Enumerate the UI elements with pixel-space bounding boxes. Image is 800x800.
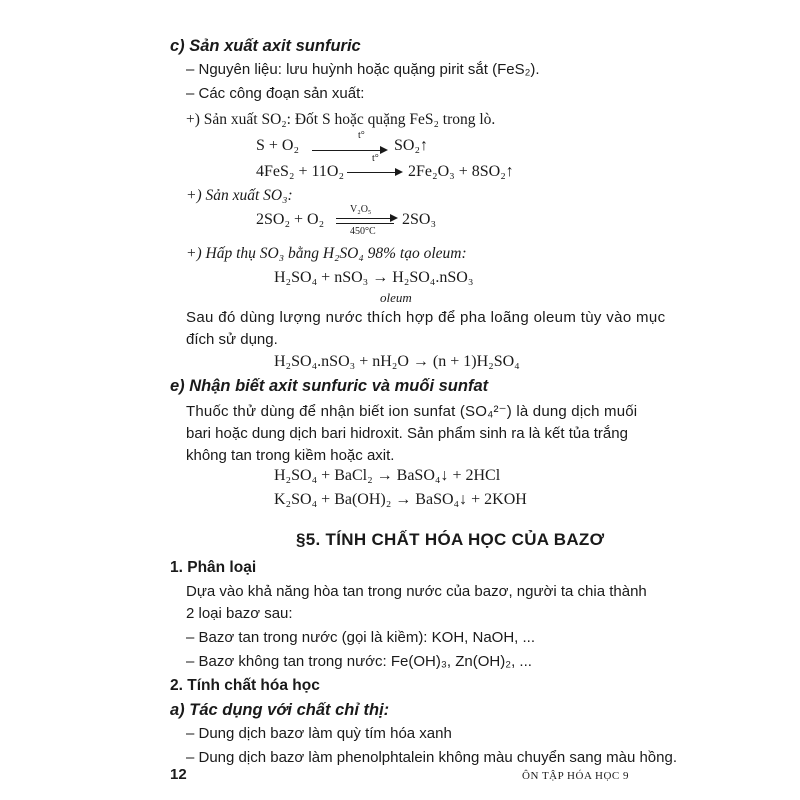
section-c-title: c) Sản xuất axit sunfuric — [170, 37, 361, 55]
subsection-2a-item-2: – Dung dịch bazơ làm phenolphtalein không màu chuyển sang màu hồng. — [186, 749, 678, 766]
raw-material-line: – Nguyên liệu: lưu huỳnh hoặc quặng pirit sắt (FeS₂). — [186, 61, 540, 78]
eq3-condition-bottom: 450°C — [350, 226, 376, 237]
subsection-2-title: 2. Tính chất hóa học — [170, 677, 320, 694]
eq2-arrow — [347, 168, 403, 178]
page-number: 12 — [170, 766, 187, 783]
so2-step-line: +) Sản xuất SO₂: Đốt S hoặc quặng FeS₂ trong lò. — [186, 111, 496, 128]
section-e-eq2: K₂SO₄ + Ba(OH)₂ → BaSO₄↓ + 2KOH — [274, 491, 527, 508]
subsection-1-line-2: 2 loại bazơ sau: — [186, 605, 293, 622]
subsection-2a-item-1: – Dung dịch bazơ làm quỳ tím hóa xanh — [186, 725, 452, 742]
section-e-line-3: không tan trong kiềm hoặc axit. — [186, 447, 395, 464]
eq2-left: 4FeS₂ + 11O₂ — [256, 163, 345, 180]
eq2-condition: t° — [372, 153, 379, 164]
eq3-right: 2SO₃ — [402, 211, 437, 228]
eq5: H₂SO₄.nSO₃ + nH₂O → (n + 1)H₂SO₄ — [274, 353, 520, 370]
dilute-line-2: đích sử dụng. — [186, 331, 278, 348]
eq1-condition: t° — [358, 130, 365, 141]
eq4-oleum-label: oleum — [380, 290, 412, 305]
eq3-condition-top: V₂O₅ — [350, 204, 372, 215]
subsection-1-item-2: – Bazơ không tan trong nước: Fe(OH)₃, Zn(OH)₂, ... — [186, 653, 532, 670]
eq2-right: 2Fe₂O₃ + 8SO₂↑ — [408, 163, 514, 180]
subsection-2a-title: a) Tác dụng với chất chỉ thị: — [170, 701, 390, 719]
stages-intro-line: – Các công đoạn sản xuất: — [186, 85, 365, 102]
oleum-step-line: +) Hấp thụ SO₃ bằng H₂SO₄ 98% tạo oleum: — [186, 245, 467, 262]
eq4: H₂SO₄ + nSO₃ → H₂SO₄.nSO₃ — [274, 269, 474, 286]
dilute-line-1: Sau đó dùng lượng nước thích hợp để pha loãng oleum tùy vào mục — [186, 309, 666, 326]
section-e-eq1: H₂SO₄ + BaCl₂ → BaSO₄↓ + 2HCl — [274, 467, 501, 484]
section-e-line-2: bari hoặc dung dịch bari hidroxit. Sản phẩm sinh ra là kết tủa trắng — [186, 425, 628, 442]
eq1-left: S + O₂ — [256, 137, 300, 154]
subsection-1-title: 1. Phân loại — [170, 559, 257, 576]
book-title: ÔN TẬP HÓA HỌC 9 — [522, 770, 630, 782]
section-5-heading: §5. TÍNH CHẤT HÓA HỌC CỦA BAZƠ — [296, 530, 605, 549]
subsection-1-item-1: – Bazơ tan trong nước (gọi là kiềm): KOH, NaOH, ... — [186, 629, 535, 646]
eq1-right: SO₂↑ — [394, 137, 429, 154]
section-e-line-1: Thuốc thử dùng để nhận biết ion sunfat (SO₄²⁻) là dung dịch muối — [186, 403, 638, 420]
so3-step-line: +) Sản xuất SO₃: — [186, 187, 293, 204]
subsection-1-line-1: Dựa vào khả năng hòa tan trong nước của bazơ, người ta chia thành — [186, 583, 647, 600]
eq3-left: 2SO₂ + O₂ — [256, 211, 325, 228]
section-e-title: e) Nhận biết axit sunfuric và muối sunfat — [170, 377, 489, 395]
